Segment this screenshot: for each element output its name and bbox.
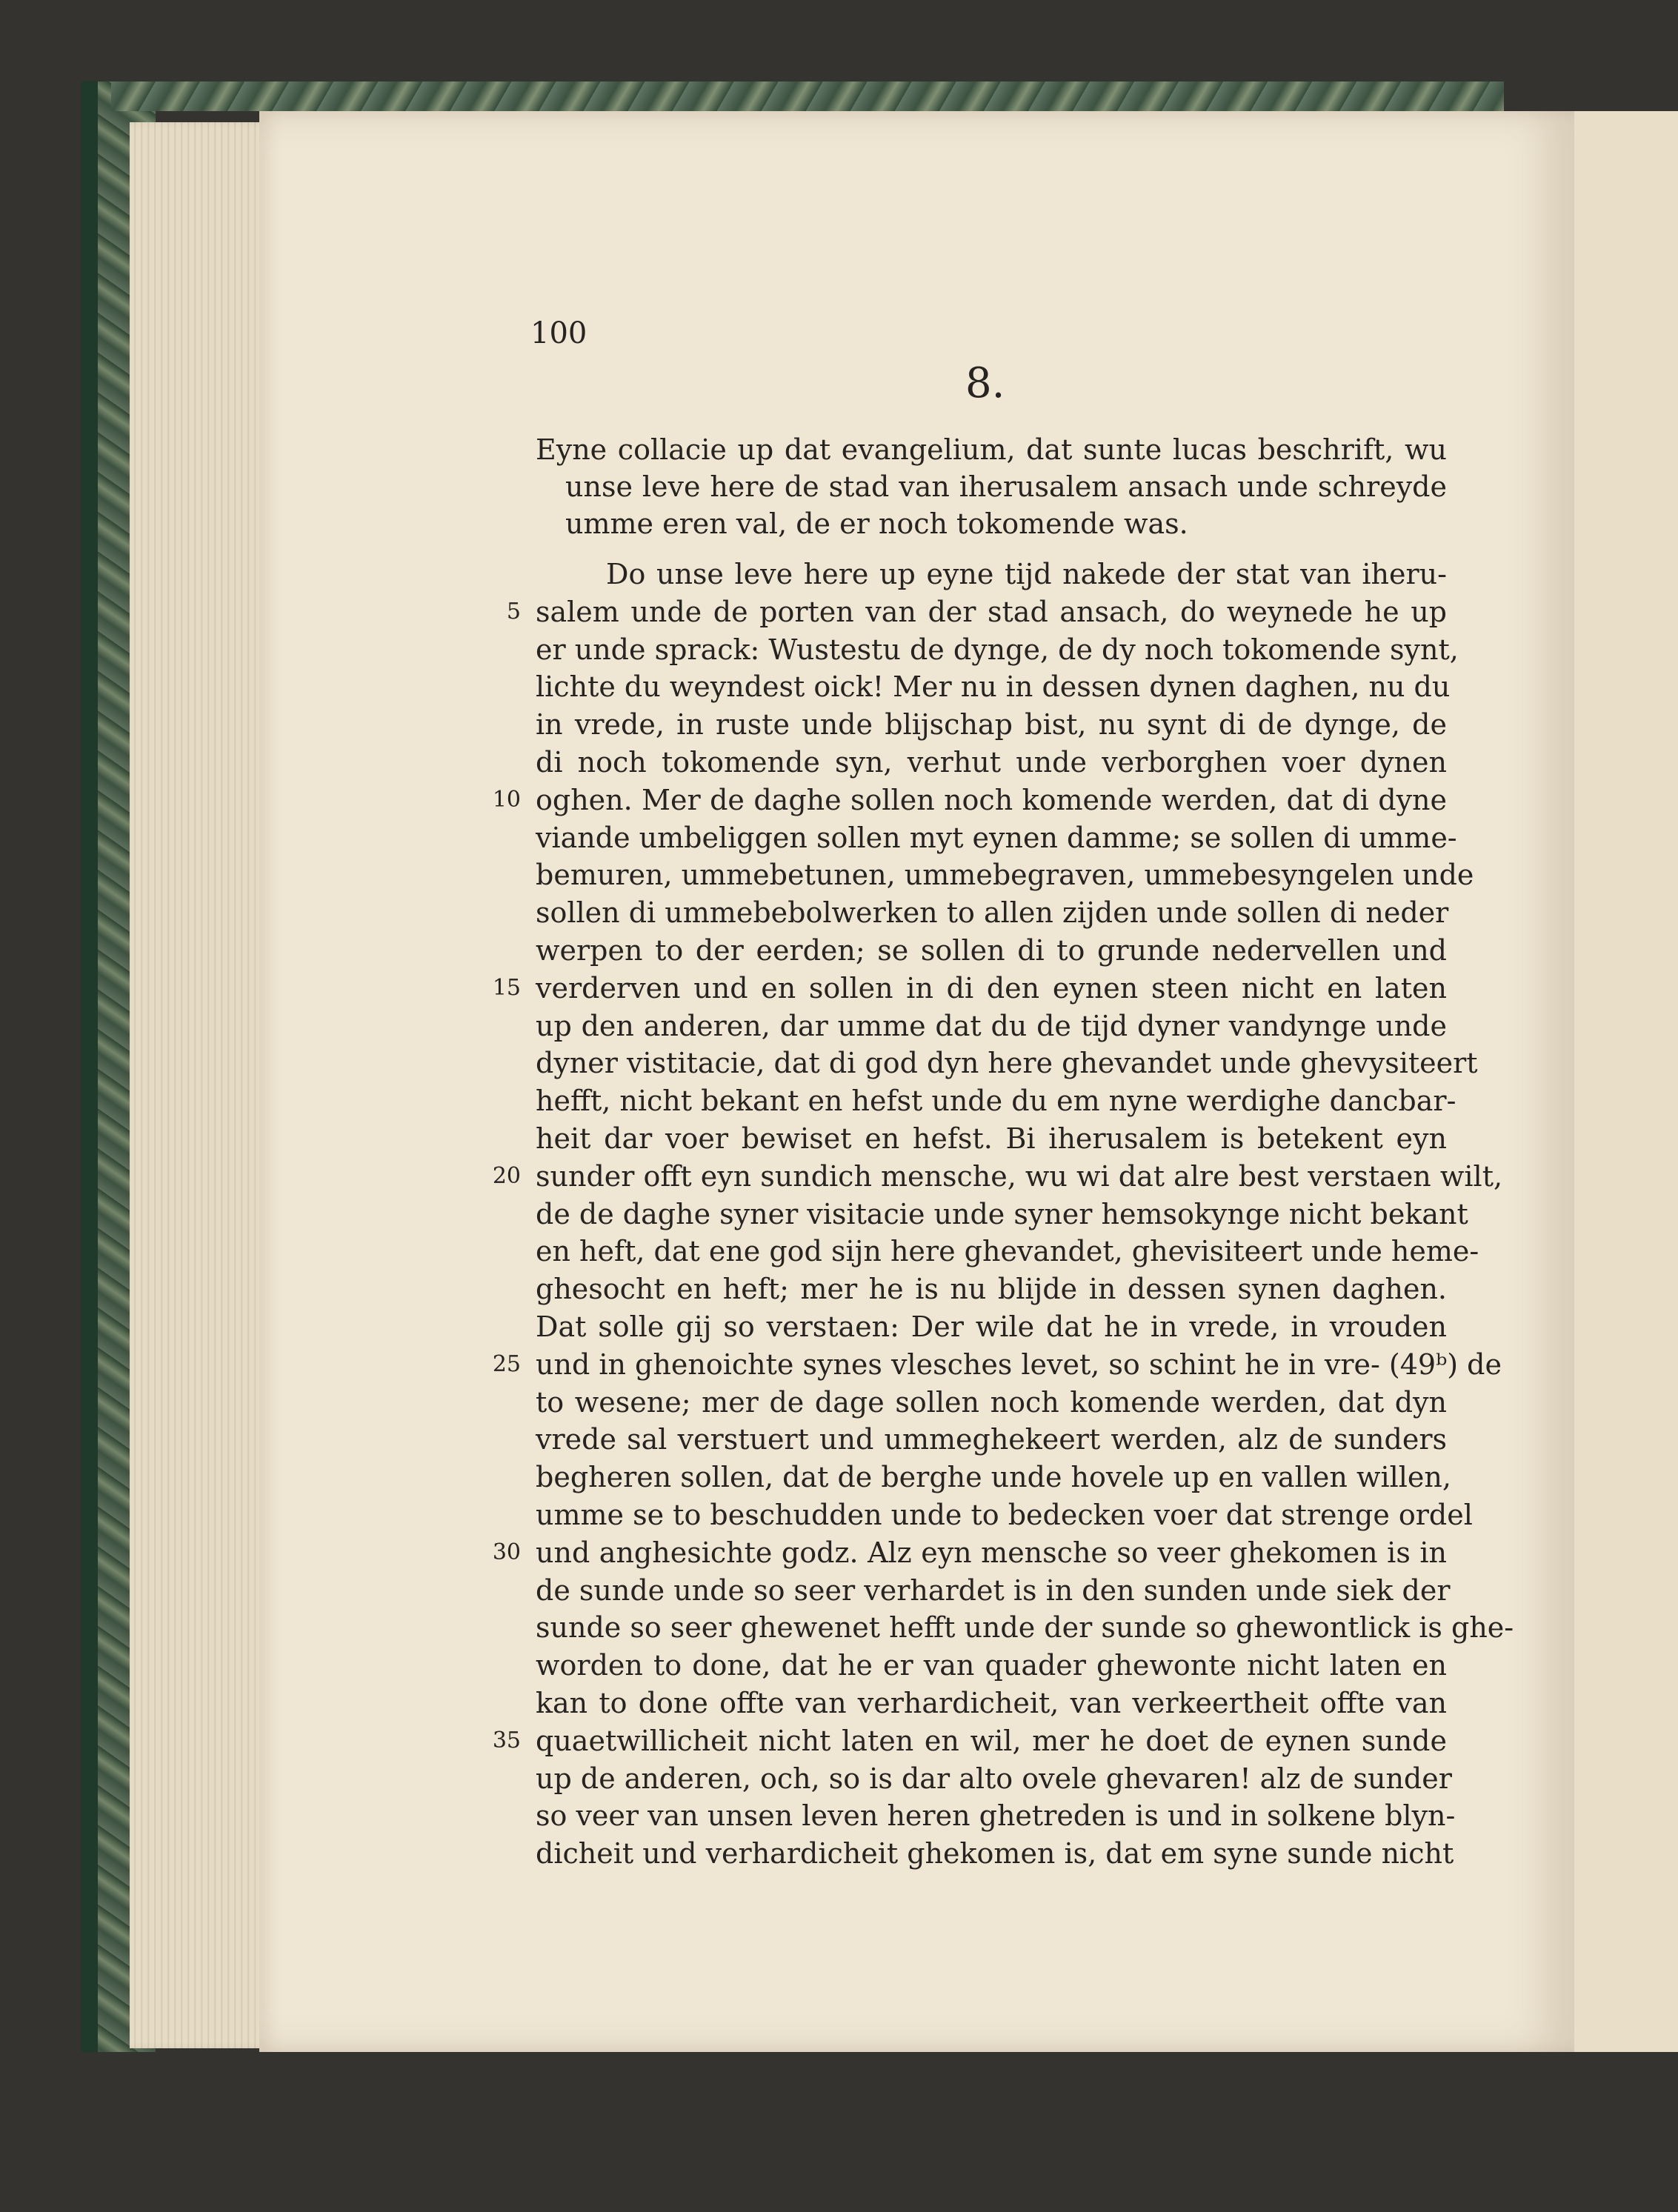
line-text: so veer van unsen leven heren ghetreden is und in solkene blyn- — [536, 1799, 1456, 1833]
text-line — [492, 782, 1447, 819]
line-text: vrede sal verstuert und ummeghekeert werden, alz de sunders — [536, 1423, 1447, 1456]
line-text: sunder offt eyn sundich mensche, wu wi dat alre best verstaen wilt, — [536, 1159, 1503, 1193]
text-line — [536, 819, 1457, 857]
line-text: salem unde de porten van der stad ansach, do weynede he up — [536, 595, 1447, 628]
facing-page-edge — [1569, 111, 1678, 2052]
text-line — [536, 1496, 1473, 1534]
text-line — [492, 1534, 1447, 1572]
line-text: worden to done, dat he er van quader ghewonte nicht laten en — [536, 1649, 1447, 1682]
line-text: de sunde unde so seer verhardet is in den sunden unde siek der — [536, 1573, 1451, 1607]
text-line — [536, 1270, 1447, 1308]
line-text: up de anderen, och, so is dar alto ovele ghevaren! alz de sunder — [536, 1762, 1452, 1795]
line-number: 35 — [492, 1727, 521, 1753]
book-cover-top — [111, 81, 1504, 111]
title-line: unse leve here de stad van iherusalem ansach unde schreyde — [565, 470, 1447, 503]
page-edges — [130, 122, 270, 2048]
text-line — [536, 1797, 1456, 1835]
text-line — [506, 593, 1447, 631]
text-line — [536, 631, 1459, 669]
line-text: oghen. Mer de daghe sollen noch komende werden, dat di dyne — [536, 783, 1447, 816]
text-line — [536, 1421, 1447, 1459]
text-line — [536, 894, 1447, 932]
text-line — [492, 1158, 1503, 1196]
line-text: kan to done offte van verhardicheit, van verkeertheit offte van — [536, 1686, 1447, 1719]
line-text: umme se to beschudden unde to bedecken voer dat strenge ordel — [536, 1498, 1473, 1531]
line-text: hefft, nicht bekant en hefst unde du em nyne werdighe dancbar- — [536, 1085, 1456, 1118]
text-line — [536, 1384, 1447, 1422]
text-line — [536, 1233, 1479, 1270]
body-text — [492, 556, 1514, 1873]
text-line — [536, 706, 1447, 744]
text-line — [536, 556, 1447, 593]
line-text: sollen di ummebebolwerken to allen zijden unde sollen di neder — [536, 896, 1449, 930]
text-line — [536, 1120, 1447, 1158]
text-line — [536, 1045, 1478, 1082]
line-number: 10 — [492, 786, 521, 813]
line-text: lichte du weyndest oick! Mer nu in dessen dynen daghen, nu du — [536, 670, 1451, 704]
text-line — [536, 1082, 1456, 1120]
text-line — [492, 1722, 1447, 1760]
line-text: dyner vistitacie, dat di god dyn here ghevandet unde ghevysiteert — [536, 1047, 1478, 1080]
line-number: 20 — [492, 1162, 521, 1189]
line-text: to wesene; mer de dage sollen noch komende werden, dat dyn — [536, 1385, 1447, 1419]
text-line — [536, 1308, 1447, 1346]
section-number: 8. — [965, 359, 1005, 407]
text-line — [536, 1647, 1447, 1685]
text-line — [536, 1685, 1447, 1722]
line-number: 30 — [492, 1539, 521, 1565]
line-number: 25 — [492, 1350, 521, 1377]
text-line — [536, 1459, 1451, 1496]
text-line — [536, 1835, 1454, 1873]
text-line — [536, 1609, 1514, 1647]
line-text: und anghesichte godz. Alz eyn mensche so veer ghekomen is in — [536, 1536, 1447, 1569]
line-text: quaetwillicheit nicht laten en wil, mer he doet de eynen sunde — [536, 1724, 1447, 1757]
line-text: en heft, dat ene god sijn here ghevandet, ghevisiteert unde heme- — [536, 1235, 1479, 1268]
line-text: begheren sollen, dat de berghe unde hovele up en vallen willen, — [536, 1461, 1451, 1494]
section-title — [536, 431, 1447, 542]
line-text: ghesocht en heft; mer he is nu blijde in dessen synen daghen. — [536, 1273, 1447, 1306]
line-text: sunde so seer ghewenet hefft unde der sunde so ghewontlick is ghe- — [536, 1611, 1514, 1645]
text-line — [536, 1572, 1451, 1610]
line-text: Do unse leve here up eyne tijd nakede der stat van iheru- — [606, 558, 1447, 590]
text-line — [536, 668, 1451, 706]
line-text: in vrede, in ruste unde blijschap bist, nu synt di de dynge, de — [536, 708, 1447, 742]
line-text: werpen to der eerden; se sollen di to grunde nedervellen und — [536, 933, 1447, 967]
text-line — [536, 1196, 1468, 1233]
line-text: up den anderen, dar umme dat du de tijd dyner vandynge unde — [536, 1009, 1447, 1042]
text-line — [536, 1760, 1452, 1798]
text-line — [492, 970, 1447, 1007]
line-text: er unde sprack: Wustestu de dynge, de dy noch tokomende synt, — [536, 633, 1459, 666]
line-text: di noch tokomende syn, verhut unde verborghen voer dynen — [536, 745, 1447, 779]
title-line: Eyne collacie up dat evangelium, dat sunte lucas beschrift, wu — [536, 433, 1447, 466]
text-line — [536, 1007, 1447, 1045]
line-text: und in ghenoichte synes vlesches levet, so schint he in vre- (49ᵇ) de — [536, 1347, 1502, 1381]
line-number: 5 — [506, 598, 521, 624]
text-line — [492, 1346, 1502, 1384]
line-text: de de daghe syner visitacie unde syner hemsokynge nicht bekant — [536, 1197, 1468, 1230]
page-number: 100 — [530, 316, 587, 350]
line-text: Dat solle gij so verstaen: Der wile dat he in vrede, in vrouden — [536, 1310, 1447, 1343]
text-line — [536, 932, 1447, 970]
line-text: bemuren, ummebetunen, ummebegraven, ummebesyngelen unde — [536, 859, 1474, 892]
text-line — [536, 856, 1474, 894]
line-text: verderven und en sollen in di den eynen steen nicht en laten — [536, 971, 1447, 1005]
text-line — [536, 744, 1447, 782]
line-text: viande umbeliggen sollen myt eynen damme; se sollen di umme- — [536, 821, 1457, 854]
line-text: heit dar voer bewiset en hefst. Bi iherusalem is betekent eyn — [536, 1122, 1447, 1155]
title-line: umme eren val, de er noch tokomende was. — [565, 507, 1188, 540]
book-spine — [81, 81, 98, 2052]
line-number: 15 — [492, 974, 521, 1001]
line-text: dicheit und verhardicheit ghekomen is, dat em syne sunde nicht — [536, 1837, 1454, 1870]
